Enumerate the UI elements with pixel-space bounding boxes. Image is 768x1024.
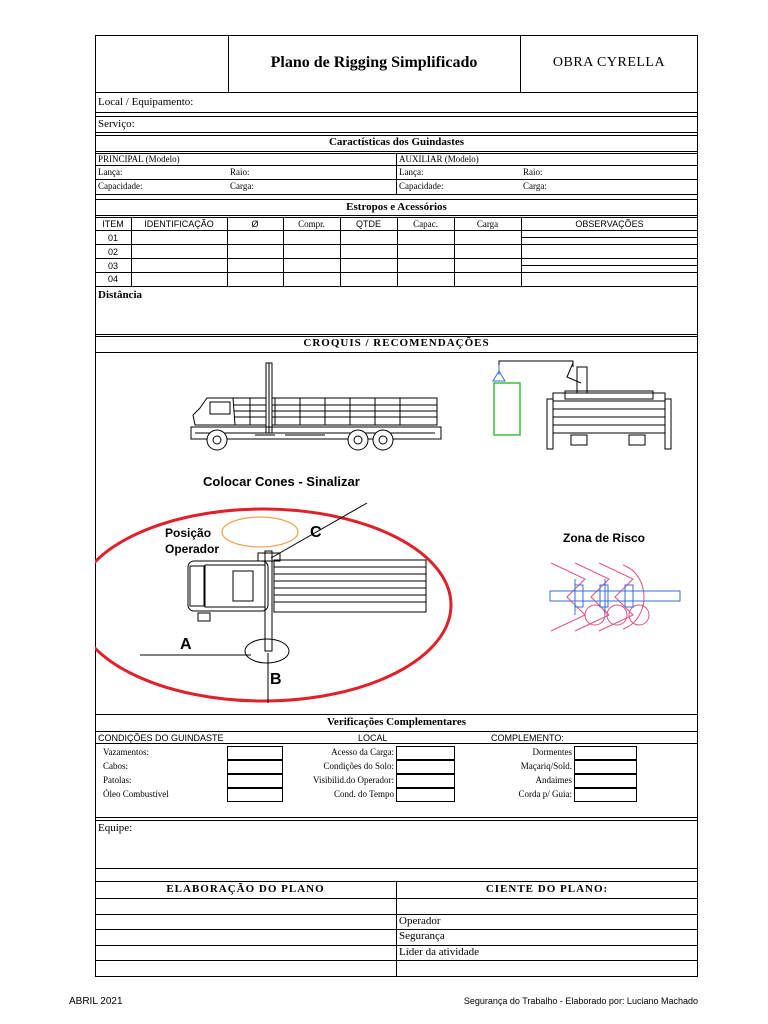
rule — [95, 116, 698, 117]
check-label: Óleo Combustível — [103, 789, 169, 799]
col-item: ITEM — [102, 219, 124, 229]
equipe-label: Equipe: — [98, 822, 133, 834]
col-diametro: Ø — [251, 219, 259, 229]
item-number: 01 — [107, 233, 118, 243]
check-label: Condições do Solo: — [323, 761, 394, 771]
check-label: Vazamentos: — [103, 747, 149, 757]
check-box[interactable] — [396, 788, 455, 802]
check-label: Acesso da Carga: — [331, 747, 394, 757]
seguranca-signature-label: Segurança — [399, 930, 445, 942]
item-number: 04 — [107, 274, 118, 284]
croquis-title: CROQUIS / RECOMENDAÇÕES — [303, 337, 490, 349]
check-label: Cond. do Tempo — [334, 789, 394, 799]
verificacoes-title: Verificações Complementares — [327, 716, 466, 728]
rule — [95, 731, 698, 732]
rule — [95, 898, 698, 899]
rule — [95, 179, 698, 180]
col-observacoes: OBSERVAÇÕES — [575, 219, 644, 229]
rule — [95, 945, 698, 946]
check-label: Andaimes — [535, 775, 572, 785]
rule — [95, 132, 698, 133]
truck-rear-view-icon — [499, 361, 671, 449]
rule — [95, 194, 698, 195]
operador-signature-label: Operador — [399, 915, 441, 927]
col-comprimento: Compr. — [298, 219, 325, 229]
principal-capacidade-label: Capacidade: — [98, 181, 143, 191]
rule — [95, 215, 698, 216]
auxiliar-label: AUXILIAR (Modelo) — [399, 154, 479, 164]
croquis-drawing — [95, 353, 698, 713]
check-box[interactable] — [227, 760, 283, 774]
col-capacidade: Capac. — [413, 219, 438, 229]
rule — [95, 151, 698, 152]
auxiliar-carga-label: Carga: — [523, 181, 547, 191]
auxiliar-capacidade-label: Capacidade: — [399, 181, 444, 191]
complemento-header: COMPLEMENTO: — [491, 733, 564, 743]
check-box[interactable] — [574, 746, 637, 760]
check-box[interactable] — [227, 774, 283, 788]
zona-de-risco-label: Zona de Risco — [563, 531, 646, 545]
check-box[interactable] — [396, 760, 455, 774]
form-title: Plano de Rigging Simplificado — [270, 54, 478, 71]
check-label: Maçariq/Sold. — [520, 761, 572, 771]
rule — [95, 929, 698, 930]
check-box[interactable] — [574, 788, 637, 802]
rule — [95, 286, 698, 287]
servico-label: Serviço: — [98, 118, 135, 130]
guindastes-title: Caractísticas dos Guindastes — [328, 136, 465, 148]
check-label: Visibilid.do Operador: — [313, 775, 394, 785]
rule — [95, 914, 698, 915]
marker-c: C — [310, 524, 322, 541]
operator-position-ellipse — [222, 517, 298, 547]
principal-label: PRINCIPAL (Modelo) — [98, 154, 180, 164]
risk-zone-icon — [550, 563, 680, 631]
rule — [95, 112, 698, 113]
local-header: LOCAL — [358, 733, 388, 743]
col-carga: Carga — [476, 219, 499, 229]
operador-label: Operador — [165, 542, 220, 556]
rule — [95, 199, 698, 200]
check-box[interactable] — [227, 746, 283, 760]
check-label: Patolas: — [103, 775, 132, 785]
rule — [521, 237, 698, 238]
rule — [521, 265, 698, 266]
col-identificacao: IDENTIFICAÇÃO — [144, 219, 214, 229]
truck-top-view-icon — [188, 551, 426, 651]
check-label: Corda p/ Guia: — [518, 789, 572, 799]
header-bottom-line — [95, 92, 698, 93]
principal-raio-label: Raio: — [230, 167, 250, 177]
rule — [95, 820, 698, 821]
company-name: OBRA CYRELLA — [552, 55, 666, 70]
estropos-title: Estropos e Acessórios — [346, 201, 447, 213]
check-box[interactable] — [574, 774, 637, 788]
item-number: 03 — [107, 261, 118, 271]
condicoes-guindaste-header: CONDIÇÕES DO GUINDASTE — [98, 733, 224, 743]
principal-carga-label: Carga: — [230, 181, 254, 191]
rule — [95, 165, 698, 166]
check-label: Dormentes — [532, 747, 572, 757]
rule — [95, 334, 698, 335]
footer-date: ABRIL 2021 — [69, 996, 123, 1007]
crane-divider — [396, 153, 397, 195]
posicao-label: Posição — [165, 526, 212, 540]
marker-b: B — [270, 671, 282, 688]
distancia-label: Distância — [98, 289, 142, 301]
rule — [95, 714, 698, 715]
principal-lanca-label: Lança: — [98, 167, 123, 177]
rule — [95, 817, 698, 818]
footer-credit: Segurança do Trabalho - Elaborado por: Luciano Machado — [463, 996, 698, 1006]
rule — [95, 960, 698, 961]
col-qtde: QTDE — [355, 219, 381, 229]
check-box[interactable] — [227, 788, 283, 802]
check-box[interactable] — [396, 746, 455, 760]
item-number: 02 — [107, 247, 118, 257]
cones-label: Colocar Cones - Sinalizar — [203, 474, 360, 489]
lider-signature-label: Líder da atividade — [399, 946, 480, 958]
check-box[interactable] — [396, 774, 455, 788]
suspended-load-icon — [494, 383, 520, 435]
check-box[interactable] — [574, 760, 637, 774]
truck-side-view-icon — [191, 363, 441, 450]
marker-a: A — [180, 636, 192, 653]
elaboracao-header: ELABORAÇÃO DO PLANO — [166, 883, 325, 895]
ciente-header: CIENTE DO PLANO: — [485, 883, 609, 895]
local-equipamento-label: Local / Equipamento: — [98, 96, 194, 108]
auxiliar-lanca-label: Lança: — [399, 167, 424, 177]
check-label: Cabos: — [103, 761, 129, 771]
rule — [95, 868, 698, 869]
auxiliar-raio-label: Raio: — [523, 167, 543, 177]
rule — [95, 743, 698, 744]
